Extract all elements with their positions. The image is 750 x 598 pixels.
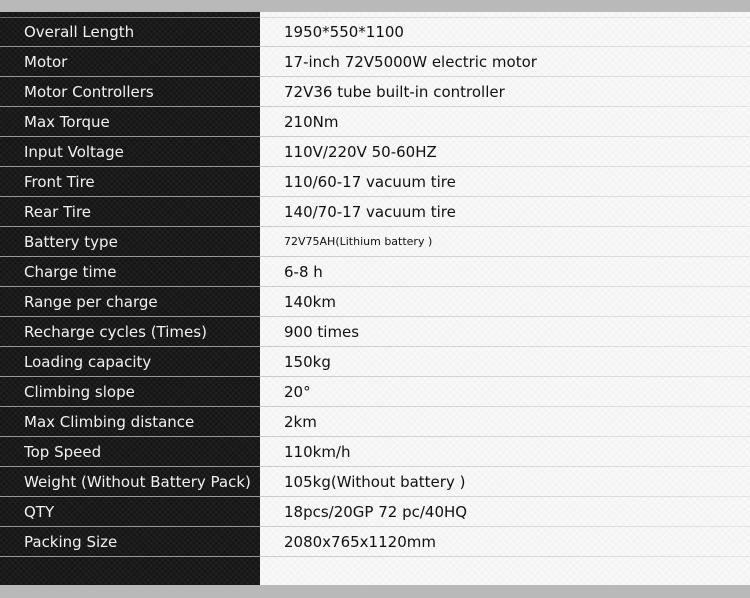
spec-label: Packing Size bbox=[24, 533, 118, 551]
spec-row-packing-size bbox=[0, 527, 750, 557]
spec-value: 110/60-17 vacuum tire bbox=[284, 173, 456, 191]
spec-row-max-climbing-distance bbox=[0, 407, 750, 437]
spec-label: Max Torque bbox=[24, 113, 110, 131]
spec-row-front-tire bbox=[0, 167, 750, 197]
spec-row-charge-time bbox=[0, 257, 750, 287]
spec-value: 110km/h bbox=[284, 443, 351, 461]
spec-value: 140km bbox=[284, 293, 336, 311]
spec-value: 210Nm bbox=[284, 113, 339, 131]
spec-label: Motor bbox=[24, 53, 68, 71]
spec-label: Top Speed bbox=[24, 443, 102, 461]
spec-row-recharge-cycles bbox=[0, 317, 750, 347]
spec-value: 17-inch 72V5000W electric motor bbox=[284, 53, 537, 71]
spec-value: 140/70-17 vacuum tire bbox=[284, 203, 456, 221]
spec-row-climbing-slope bbox=[0, 377, 750, 407]
spec-row-motor-controllers bbox=[0, 77, 750, 107]
spec-value: 20° bbox=[284, 383, 311, 401]
spec-value: 900 times bbox=[284, 323, 360, 341]
spec-label: Charge time bbox=[24, 263, 117, 281]
spec-value: 1950*550*1100 bbox=[284, 23, 404, 41]
spec-value: 2km bbox=[284, 413, 317, 431]
spec-row-range-per-charge bbox=[0, 287, 750, 317]
spec-row-qty bbox=[0, 497, 750, 527]
spec-label: Max Climbing distance bbox=[24, 413, 195, 431]
spec-value: 150kg bbox=[284, 353, 331, 371]
spec-row-motor bbox=[0, 47, 750, 77]
spec-label: Motor Controllers bbox=[24, 83, 154, 101]
spec-row-weight bbox=[0, 467, 750, 497]
spec-value: 72V75AH(Lithium battery ) bbox=[284, 235, 433, 248]
spec-value: 6-8 h bbox=[284, 263, 323, 281]
spec-row-loading-capacity bbox=[0, 347, 750, 377]
spec-row-input-voltage bbox=[0, 137, 750, 167]
spec-value: 72V36 tube built-in controller bbox=[284, 83, 505, 101]
spec-label: Range per charge bbox=[24, 293, 158, 311]
spec-label: Climbing slope bbox=[24, 383, 135, 401]
spec-row-battery-type bbox=[0, 227, 750, 257]
spec-value: 110V/220V 50-60HZ bbox=[284, 143, 437, 161]
spec-label: Weight (Without Battery Pack) bbox=[24, 473, 251, 491]
spec-row-overall-length bbox=[0, 17, 750, 47]
spec-label: Battery type bbox=[24, 233, 118, 251]
spec-label: Rear Tire bbox=[24, 203, 92, 221]
spec-table bbox=[0, 17, 750, 557]
spec-value: 18pcs/20GP 72 pc/40HQ bbox=[284, 503, 468, 521]
spec-label: Front Tire bbox=[24, 173, 95, 191]
spec-label: Input Voltage bbox=[24, 143, 124, 161]
spec-label: Loading capacity bbox=[24, 353, 152, 371]
spec-row-max-torque bbox=[0, 107, 750, 137]
spec-label: Recharge cycles (Times) bbox=[24, 323, 207, 341]
spec-value: 2080x765x1120mm bbox=[284, 533, 436, 551]
spec-label: Overall Length bbox=[24, 23, 135, 41]
spec-value: 105kg(Without battery ) bbox=[284, 473, 466, 491]
spec-sheet bbox=[0, 12, 750, 585]
spec-row-rear-tire bbox=[0, 197, 750, 227]
spec-label: QTY bbox=[24, 503, 55, 521]
spec-row-top-speed bbox=[0, 437, 750, 467]
